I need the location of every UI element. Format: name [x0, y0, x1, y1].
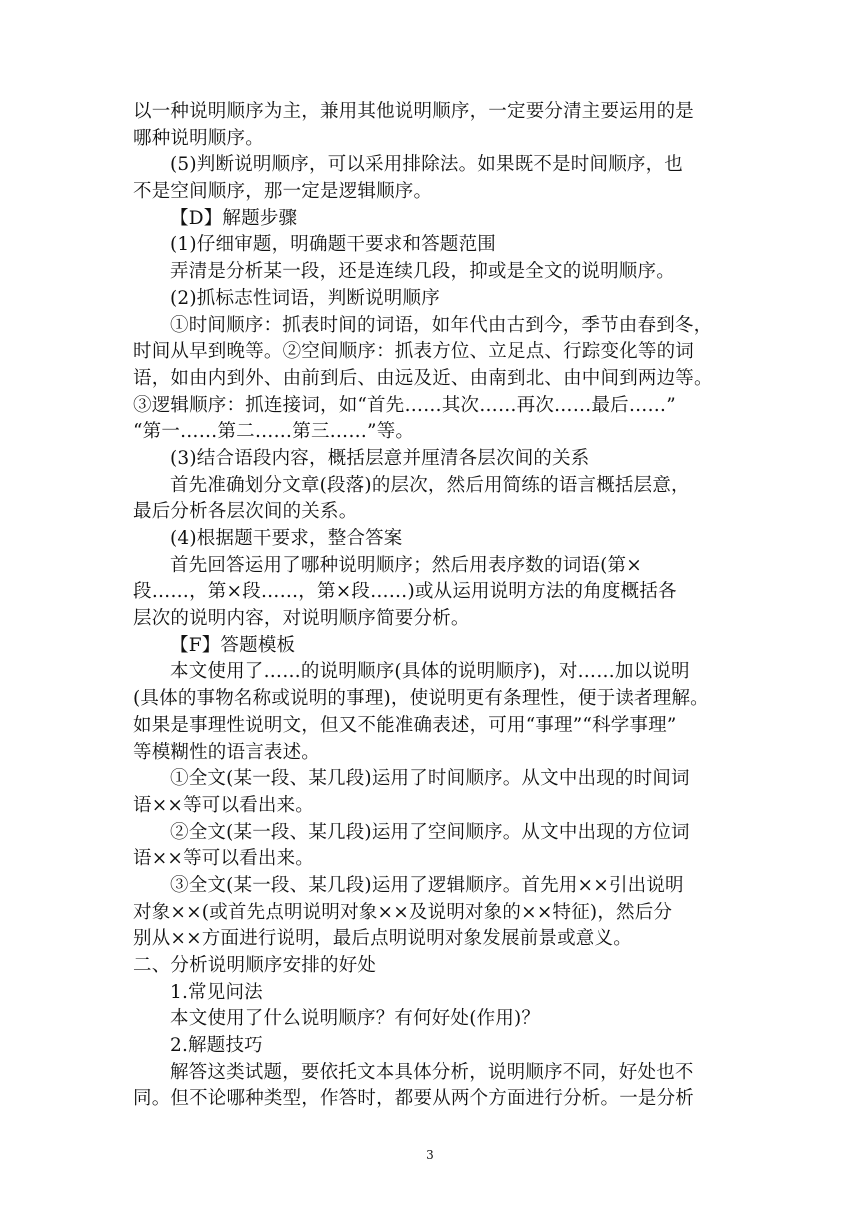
text-line: ①时间顺序：抓表时间的词语，如年代由古到今，季节由春到冬，	[170, 314, 713, 336]
text-line: (3)结合语段内容，概括层意并厘清各层次间的关系	[170, 447, 590, 469]
text-line: 【D】解题步骤	[170, 207, 298, 229]
text-line: ③逻辑顺序：抓连接词，如“首先……其次……再次……最后……”	[133, 394, 676, 416]
text-line: 如果是事理性说明文，但又不能准确表述，可用“事理”“科学事理”	[133, 714, 677, 736]
text-line: 不是空间顺序，那一定是逻辑顺序。	[133, 181, 433, 203]
text-line: (4)根据题干要求，整合答案	[170, 528, 403, 549]
text-line: (2)抓标志性词语，判断说明顺序	[170, 287, 440, 309]
text-line: 时间从早到晚等。②空间顺序：抓表方位、立足点、行踪变化等的词	[133, 341, 695, 363]
text-line: ②全文(某一段、某几段)运用了空间顺序。从文中出现的方位词	[170, 821, 690, 843]
text-line: “第一……第二……第三……”等。	[133, 421, 415, 443]
text-line: (1)仔细审题，明确题干要求和答题范围	[170, 234, 497, 256]
text-line: 解答这类试题，要依托文本具体分析，说明顺序不同，好处也不	[170, 1061, 694, 1083]
text-line: 1.常见问法	[170, 981, 263, 1003]
text-line: 二、分析说明顺序安排的好处	[133, 955, 377, 976]
text-line: 弄清是分析某一段，还是连续几段，抑或是全文的说明顺序。	[170, 261, 675, 283]
text-line: 同。但不论哪种类型，作答时，都要从两个方面进行分析。一是分析	[133, 1088, 695, 1110]
text-line: 最后分析各层次间的关系。	[133, 501, 358, 523]
text-line: 语××等可以看出来。	[133, 848, 315, 870]
page-number: 3	[426, 1148, 434, 1162]
text-line: ③全文(某一段、某几段)运用了逻辑顺序。首先用××引出说明	[170, 874, 684, 896]
text-line: ①全文(某一段、某几段)运用了时间顺序。从文中出现的时间词	[170, 768, 690, 790]
text-line: 本文使用了什么说明顺序？有何好处(作用)？	[170, 1008, 541, 1030]
text-line: 别从××方面进行说明，最后点明说明对象发展前景或意义。	[133, 928, 632, 950]
text-line: 首先准确划分文章(段落)的层次，然后用简练的语言概括层意，	[170, 474, 690, 496]
text-line: 首先回答运用了哪种说明顺序；然后用表序数的词语(第×	[170, 554, 642, 576]
text-line: 以一种说明顺序为主，兼用其他说明顺序，一定要分清主要运用的是	[133, 101, 695, 122]
text-line: 等模糊性的语言表述。	[133, 741, 321, 763]
text-line: 【F】答题模板	[170, 634, 296, 656]
text-line: 语，如由内到外、由前到后、由远及近、由南到北、由中间到两边等。	[133, 367, 713, 389]
text-line: (具体的事物名称或说明的事理)，使说明更有条理性，便于读者理解。	[133, 688, 709, 710]
text-line: 段……，第×段……，第×段……)或从运用说明方法的角度概括各	[133, 581, 677, 603]
text-line: (5)判断说明顺序，可以采用排除法。如果既不是时间顺序，也	[170, 154, 684, 176]
text-line: 层次的说明内容，对说明顺序简要分析。	[133, 608, 470, 630]
text-line: 语××等可以看出来。	[133, 794, 315, 816]
body-text	[133, 99, 733, 1113]
text-line: 对象××(或首先点明说明对象××及说明对象的××特征)，然后分	[133, 901, 673, 923]
text-line: 哪种说明顺序。	[133, 127, 264, 149]
text-line: 2.解题技巧	[170, 1035, 263, 1057]
text-line: 本文使用了……的说明顺序(具体的说明顺序)，对……加以说明	[170, 661, 690, 683]
